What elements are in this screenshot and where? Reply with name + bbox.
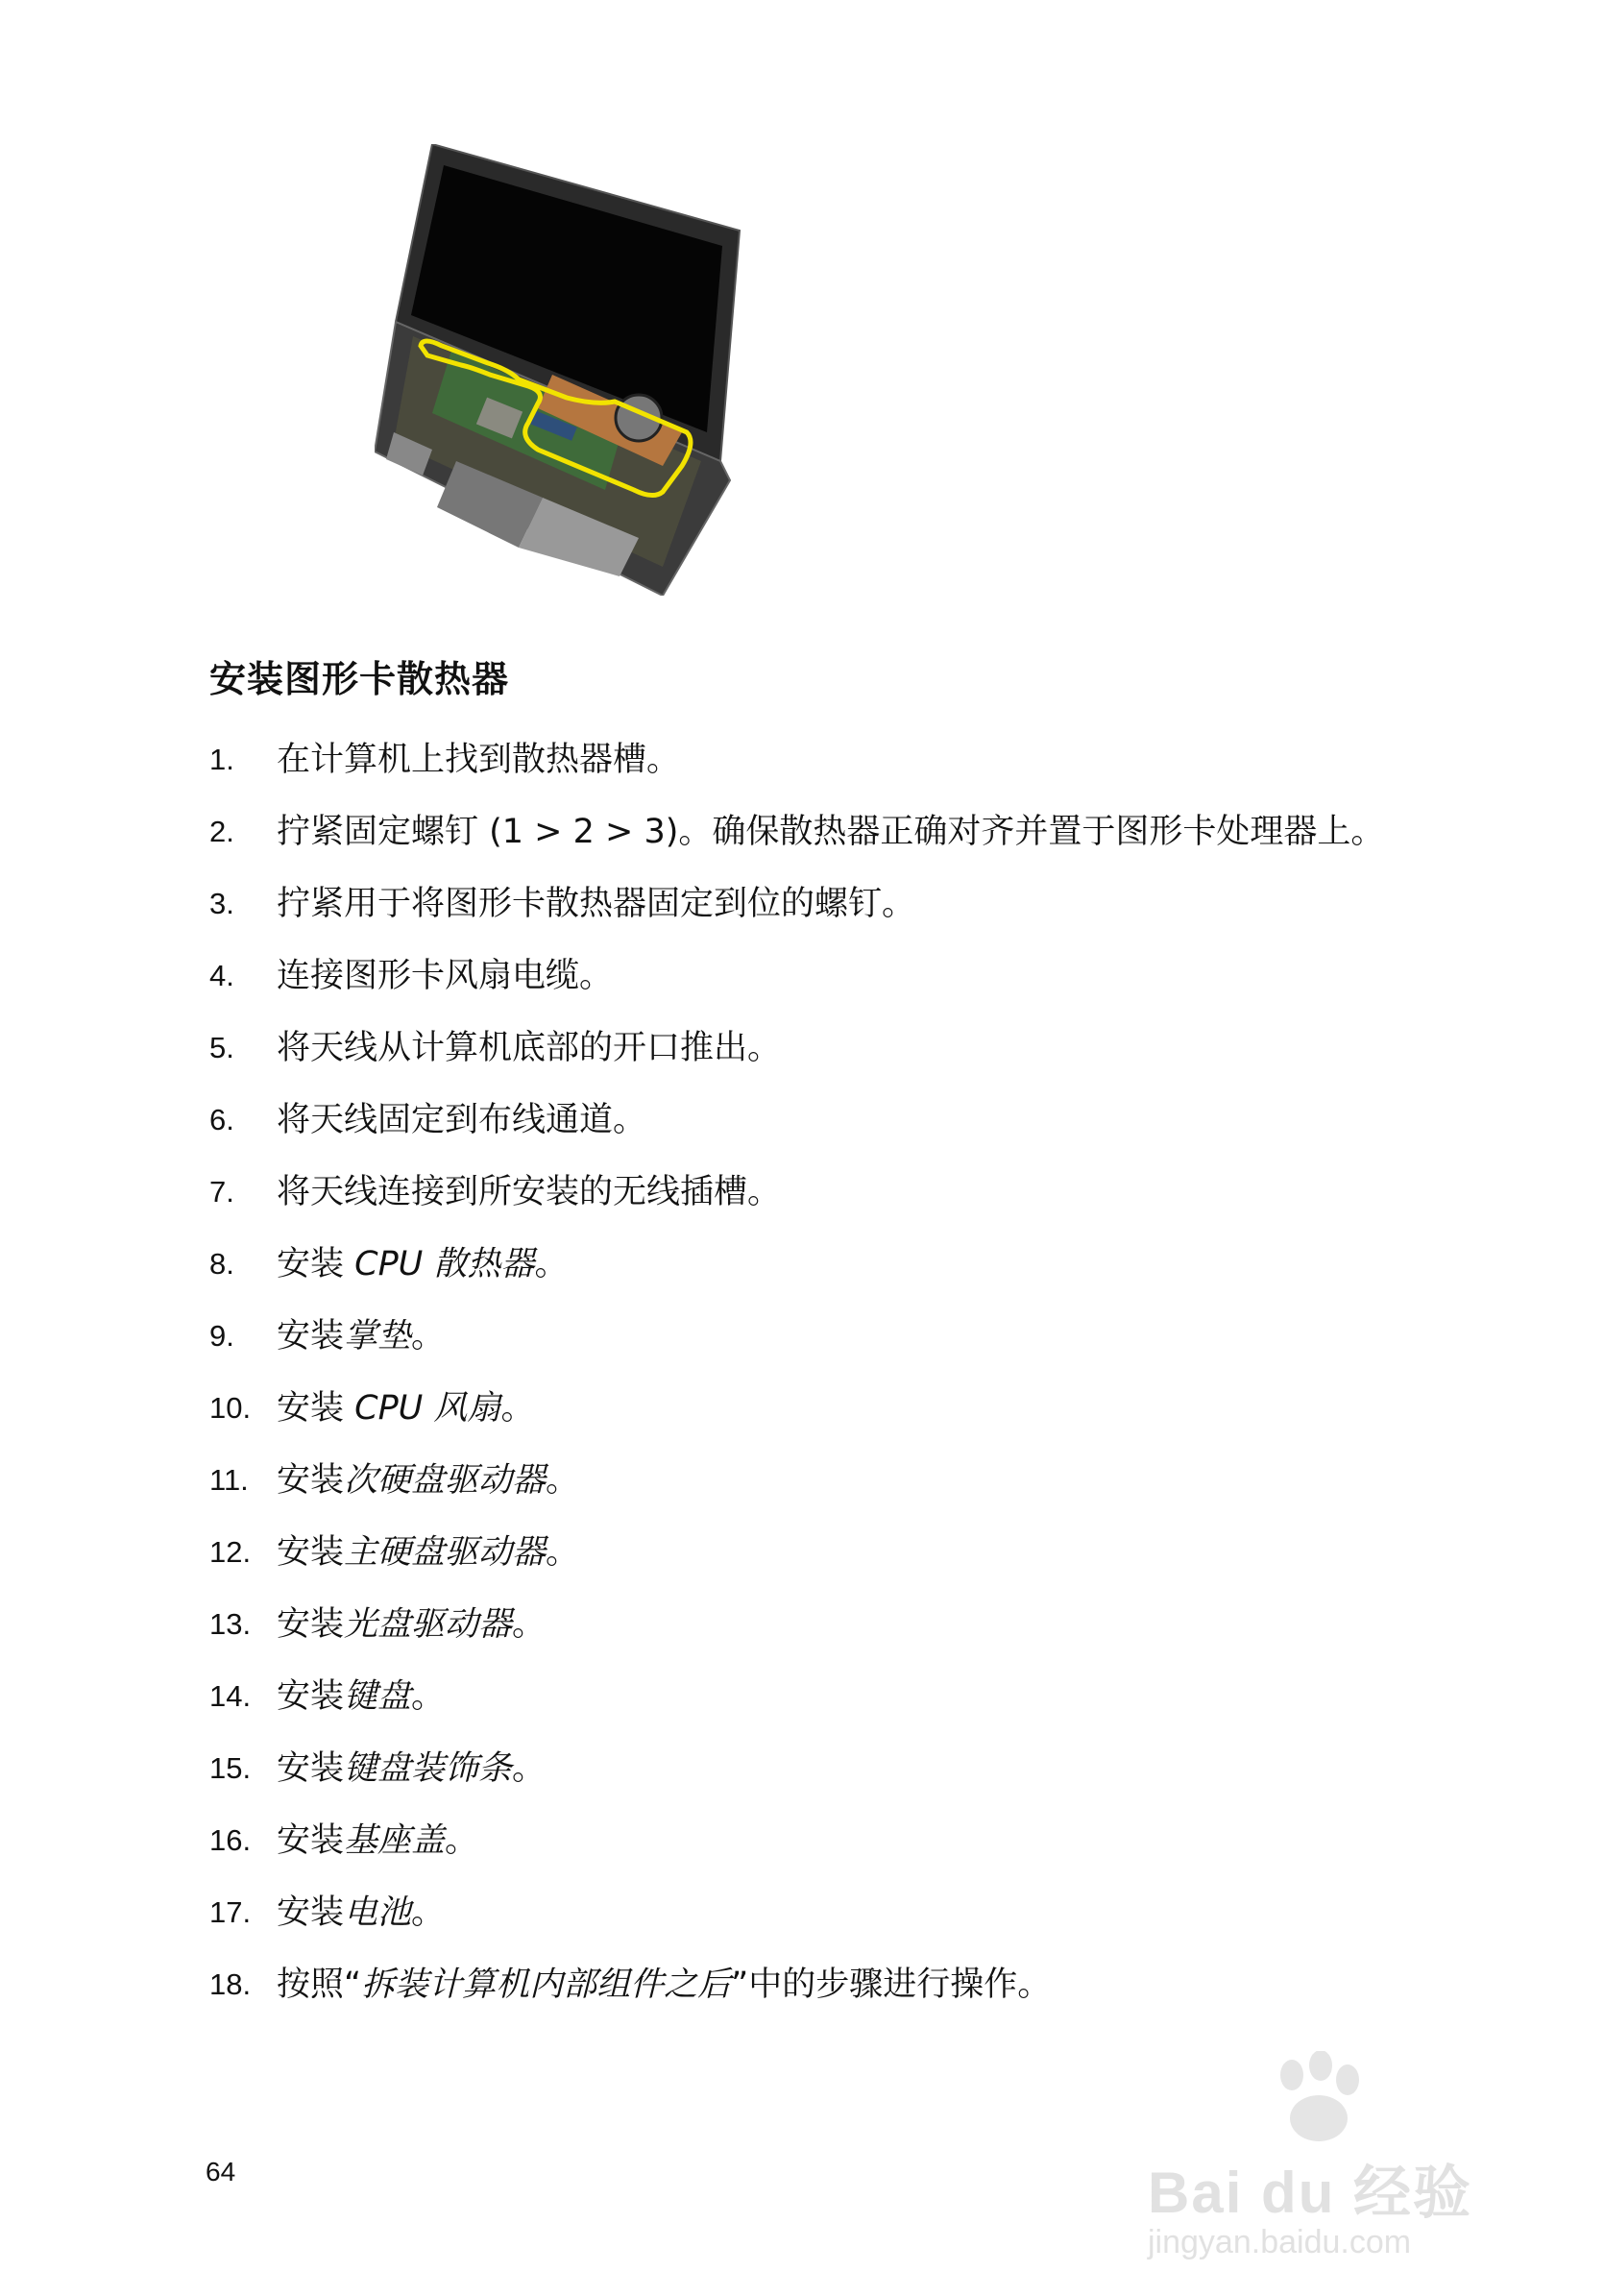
step-link-text: CPU 散热器 — [354, 1245, 535, 1283]
step-text-suffix: 。 — [500, 1389, 535, 1428]
step-text: 拧紧用于将图形卡散热器固定到位的螺钉。 — [277, 885, 916, 923]
step-number: 12. — [209, 1535, 252, 1569]
step-number: 16. — [209, 1823, 252, 1857]
paw-icon — [1263, 2051, 1369, 2147]
step-text: 安装 — [277, 1605, 345, 1644]
step-item — [209, 1458, 1439, 1502]
step-number: 6. — [209, 1103, 234, 1136]
step-link-text: 光盘驱动器 — [344, 1605, 513, 1644]
step-text: 安装 — [277, 1749, 345, 1788]
step-number: 8. — [209, 1247, 234, 1281]
step-item — [209, 1242, 1439, 1286]
step-link-text: 键盘装饰条 — [344, 1749, 513, 1788]
step-item — [209, 1819, 1439, 1863]
step-link-text: 掌垫 — [344, 1317, 412, 1356]
step-link-text: 电池 — [344, 1893, 412, 1932]
step-number: 10. — [209, 1391, 252, 1425]
step-text: 将天线连接到所安装的无线插槽。 — [277, 1173, 782, 1211]
step-item — [209, 1674, 1439, 1719]
step-link-text: 主硬盘驱动器 — [344, 1533, 547, 1572]
step-number: 1. — [209, 743, 234, 776]
step-text-suffix: 。 — [546, 1461, 580, 1500]
step-text-suffix: 。 — [411, 1677, 446, 1716]
step-text: 按照“ — [277, 1966, 362, 2004]
page-number: 64 — [206, 2157, 236, 2186]
step-text-suffix: ”中的步骤进行操作。 — [731, 1966, 1052, 2004]
step-text-suffix: 。 — [445, 1821, 479, 1860]
step-text: 将天线固定到布线通道。 — [277, 1101, 647, 1139]
baidu-watermark — [1129, 2051, 1513, 2272]
step-text-suffix: 。 — [534, 1245, 569, 1283]
step-text: 安装 — [277, 1461, 345, 1500]
step-number: 17. — [209, 1895, 252, 1929]
step-item — [209, 810, 1439, 854]
step-item — [209, 1026, 1439, 1070]
step-link-text: 拆装计算机内部组件之后 — [361, 1966, 732, 2004]
step-number: 9. — [209, 1319, 234, 1353]
step-text-suffix: 。 — [411, 1893, 446, 1932]
laptop-heatsink-photo — [375, 144, 749, 596]
steps-list — [209, 738, 1439, 2035]
step-text-suffix: 。 — [546, 1533, 580, 1572]
step-text: 在计算机上找到散热器槽。 — [277, 741, 681, 779]
step-number: 14. — [209, 1679, 252, 1713]
step-text: 安装 — [277, 1893, 345, 1932]
step-item — [209, 738, 1439, 782]
step-number: 3. — [209, 887, 234, 920]
step-link-text: 次硬盘驱动器 — [344, 1461, 547, 1500]
step-number: 18. — [209, 1967, 252, 2001]
step-text: 安装 — [277, 1317, 345, 1356]
step-number: 4. — [209, 959, 234, 992]
step-number: 7. — [209, 1175, 234, 1209]
step-link-text: CPU 风扇 — [354, 1389, 501, 1428]
step-item — [209, 1963, 1439, 2007]
step-item — [209, 1530, 1439, 1575]
step-text: 将天线从计算机底部的开口推出。 — [277, 1029, 782, 1067]
step-item — [209, 1746, 1439, 1791]
step-item — [209, 1891, 1439, 1935]
step-text-suffix: 。 — [411, 1317, 446, 1356]
step-text: 安装 — [277, 1677, 345, 1716]
step-text: 连接图形卡风扇电缆。 — [277, 957, 614, 995]
step-item — [209, 1170, 1439, 1214]
step-number: 2. — [209, 815, 234, 848]
step-item — [209, 1602, 1439, 1647]
watermark-url: jingyan.baidu.com — [1148, 2224, 1412, 2260]
step-text: 安装 — [277, 1245, 355, 1283]
step-item — [209, 954, 1439, 998]
step-text: 安装 — [277, 1533, 345, 1572]
step-item — [209, 1098, 1439, 1142]
step-item — [209, 882, 1439, 926]
step-text-suffix: 。 — [512, 1749, 547, 1788]
step-link-text: 基座盖 — [344, 1821, 446, 1860]
step-text: 安装 — [277, 1389, 355, 1428]
step-number: 15. — [209, 1751, 252, 1785]
step-link-text: 键盘 — [344, 1677, 412, 1716]
step-text-suffix: 。 — [512, 1605, 547, 1644]
step-item — [209, 1314, 1439, 1358]
step-text: 拧紧固定螺钉 (1 > 2 > 3)。确保散热器正确对齐并置于图形卡处理器上。 — [277, 813, 1385, 851]
step-item — [209, 1386, 1439, 1430]
step-number: 5. — [209, 1031, 234, 1064]
step-number: 13. — [209, 1607, 252, 1641]
watermark-logo-text: Bai du 经验 — [1148, 2161, 1473, 2225]
section-heading: 安装图形卡散热器 — [209, 658, 510, 700]
step-text: 安装 — [277, 1821, 345, 1860]
step-number: 11. — [209, 1463, 249, 1497]
laptop-figure — [375, 144, 749, 596]
